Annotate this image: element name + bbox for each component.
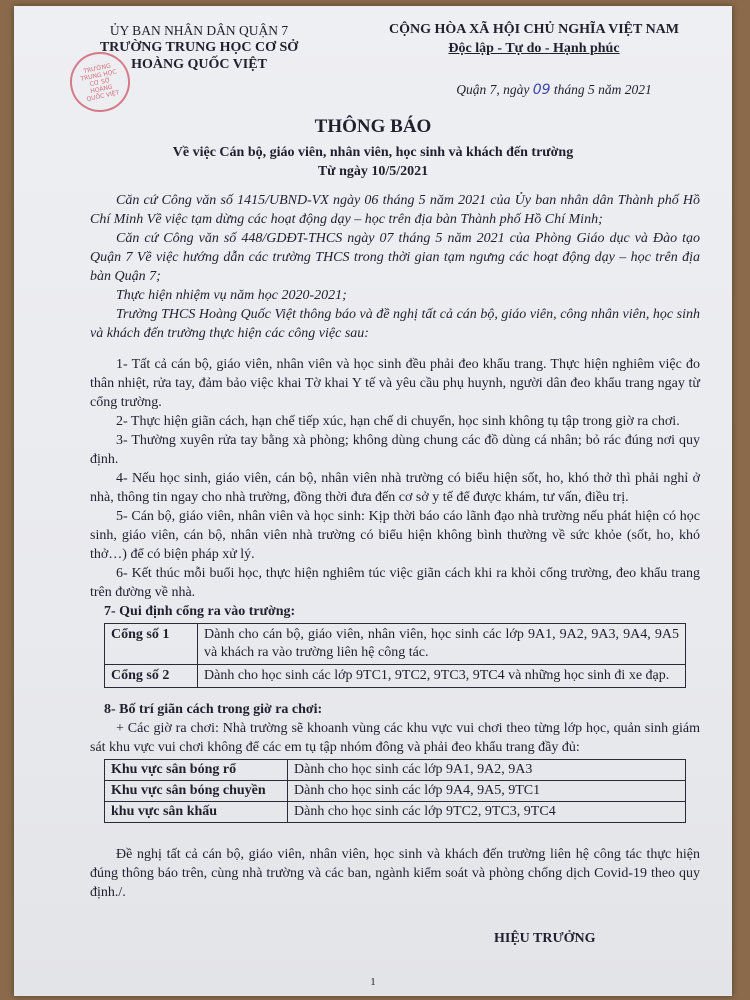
- table-row: [105, 624, 686, 665]
- table-row: [105, 802, 686, 823]
- list-item: 6- Kết thúc mỗi buổi học, thực hiện nghiêm túc việc giãn cách khi ra khỏi cổng trường, đeo khẩu trang trên đường về nhà.: [90, 566, 700, 600]
- signature-title: HIỆU TRƯỞNG: [494, 931, 596, 946]
- area-desc-cell: Dành cho học sinh các lớp 9A4, 9A5, 9TC1: [288, 781, 686, 802]
- issue-date: [394, 82, 714, 98]
- table-row: [105, 760, 686, 781]
- basis-paragraph: Trường THCS Hoàng Quốc Việt thông báo và đề nghị tất cả cán bộ, giáo viên, công nhân viên, học sinh và khách đến trường thực hiện các công việc sau:: [90, 307, 700, 341]
- section7-heading: 7- Qui định cổng ra vào trường:: [104, 604, 296, 619]
- national-header: [344, 20, 724, 58]
- area-cell: khu vực sân khấu: [105, 802, 288, 823]
- subtitle-line2: Từ ngày 10/5/2021: [317, 164, 429, 179]
- area-cell: Khu vực sân bóng chuyền: [105, 781, 288, 802]
- basis-paragraph: Căn cứ Công văn số 1415/UBND-VX ngày 06 tháng 5 năm 2021 của Ủy ban nhân dân Thành phố Hồ Chí Minh Về việc tạm dừng các hoạt động dạy – học trên địa bàn Thành phố Hồ Chí Minh;: [90, 193, 700, 227]
- gate-desc-cell: Dành cho cán bộ, giáo viên, nhân viên, học sinh các lớp 9A1, 9A2, 9A3, 9A4, 9A5 và khách ra vào trường liên hệ công tác.: [198, 624, 686, 665]
- gate-desc-cell: Dành cho học sinh các lớp 9TC1, 9TC2, 9TC3, 9TC4 và những học sinh đi xe đạp.: [198, 665, 686, 688]
- list-item: 3- Thường xuyên rửa tay bằng xà phòng; không dùng chung các đồ dùng cá nhân; bỏ rác đúng nơi quy định.: [90, 433, 700, 467]
- issuer-line1: ỦY BAN NHÂN DÂN QUẬN 7: [109, 23, 289, 38]
- document-subtitle: [14, 143, 732, 181]
- document-page: [14, 6, 732, 996]
- gate-cell: Cổng số 1: [105, 624, 198, 665]
- section8-heading: 8- Bố trí giãn cách trong giờ ra chơi:: [104, 702, 323, 717]
- section8-intro: + Các giờ ra chơi: Nhà trường sẽ khoanh vùng các khu vực vui chơi theo từng lớp học, quản sinh giám sát khu vực vui chơi không để các em tụ tập nhóm đông và phải đeo khẩu trang đầy đủ:: [90, 721, 700, 755]
- table-row: [105, 781, 686, 802]
- gate-table: [104, 623, 686, 688]
- list-item: 2- Thực hiện giãn cách, hạn chế tiếp xúc, hạn chế di chuyển, học sinh không tụ tập trong giờ ra chơi.: [116, 414, 680, 429]
- list-item: 1- Tất cả cán bộ, giáo viên, nhân viên và học sinh đều phải đeo khẩu trang. Thực hiện nghiêm việc đo thân nhiệt, rửa tay, đảm bảo việc khai Tờ khai Y tế và yêu cầu phụ huynh, người dân đeo khẩu trang ngay từ cổng trường.: [90, 357, 700, 410]
- date-prefix: Quận 7, ngày: [456, 82, 533, 97]
- area-desc-cell: Dành cho học sinh các lớp 9A1, 9A2, 9A3: [288, 760, 686, 781]
- seal-text: TRƯỜNG TRUNG HỌC CƠ SỞ HOÀNG QUỐC VIỆT: [79, 62, 120, 103]
- document-title: THÔNG BÁO: [314, 116, 432, 137]
- document-body: [90, 191, 700, 902]
- area-desc-cell: Dành cho học sinh các lớp 9TC2, 9TC3, 9TC4: [288, 802, 686, 823]
- basis-paragraph: Căn cứ Công văn số 448/GDĐT-THCS ngày 07 tháng 5 năm 2021 của Phòng Giáo dục và Đào tạo Quận 7 Về việc hướng dẫn các trường THCS trong thời gian tạm ngưng các hoạt động dạy – học trên địa bàn Quận 7;: [90, 231, 700, 284]
- date-day-handwritten: 09: [532, 82, 551, 98]
- play-area-table: [104, 759, 686, 823]
- date-suffix: tháng 5 năm 2021: [550, 82, 652, 97]
- list-item: 4- Nếu học sinh, giáo viên, cán bộ, nhân viên nhà trường có biểu hiện sốt, ho, khó thở thì phải nghỉ ở nhà, thông tin ngay cho nhà trường, đồng thời đưa đến cơ sở y tế để được khám, tư vấn, điều trị.: [90, 471, 700, 505]
- list-item: 5- Cán bộ, giáo viên, nhân viên và học sinh: Kịp thời báo cáo lãnh đạo nhà trường nếu phát hiện có học sinh, giáo viên, cán bộ, nhân viên nhà trường có biểu hiện không bình thường về sức khỏe (sốt, ho, khó thở…) để có biện pháp xử lý.: [90, 509, 700, 562]
- gate-cell: Cổng số 2: [105, 665, 198, 688]
- closing-paragraph: Đề nghị tất cả cán bộ, giáo viên, nhân viên, học sinh và khách đến trường liên hệ công tác thực hiện đúng thông báo trên, cùng nhà trường và các ban, ngành kiểm soát và phòng chống dịch Covid-19 theo quy định./.: [90, 847, 700, 900]
- area-cell: Khu vực sân bóng rổ: [105, 760, 288, 781]
- issuer-line3: HOÀNG QUỐC VIỆT: [131, 57, 267, 72]
- table-row: [105, 665, 686, 688]
- national-title: CỘNG HÒA XÃ HỘI CHỦ NGHĨA VIỆT NAM: [388, 22, 679, 37]
- basis-paragraph: Thực hiện nhiệm vụ năm học 2020-2021;: [116, 288, 347, 303]
- page-number: 1: [370, 976, 376, 988]
- subtitle-line1: Về việc Cán bộ, giáo viên, nhân viên, học sinh và khách đến trường: [172, 145, 574, 160]
- issuer-line2: TRƯỜNG TRUNG HỌC CƠ SỞ: [99, 40, 299, 55]
- national-motto: Độc lập - Tự do - Hạnh phúc: [448, 41, 620, 56]
